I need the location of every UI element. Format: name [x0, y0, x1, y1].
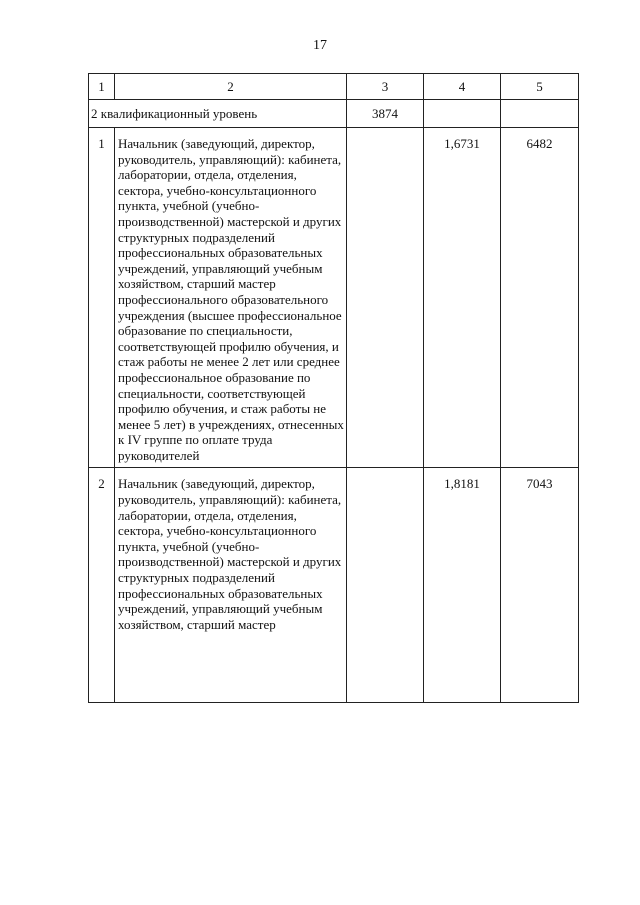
table-row: [89, 128, 579, 468]
empty-cell: [501, 100, 579, 128]
table-row: [89, 468, 579, 703]
increase-coefficient: 1,6731: [424, 128, 501, 468]
page-number: 17: [313, 38, 327, 53]
qualification-level-base-salary: 3874: [347, 100, 424, 128]
column-number-4: 4: [424, 74, 501, 100]
column-number-1: 1: [89, 74, 115, 100]
position-description: Начальник (заведующий, директор, руководитель, управляющий): кабинета, лаборатории, отдела, отделения, сектора, учебно-консультационного пункта, учебной (учебно-производственной) мастерской и других структурных подразделений профессиональных образовательных учреждений, управляющий учебным хозяйством, старший мастер: [115, 468, 347, 703]
column-number-5: 5: [501, 74, 579, 100]
position-description: Начальник (заведующий, директор, руководитель, управляющий): кабинета, лаборатории, отдела, отделения, сектора, учебно-консультационного пункта, учебной (учебно-производственной) мастерской и других структурных подразделений профессиональных образовательных учреждений, управляющий учебным хозяйством, старший мастер профессионального образовательного учреждения (высшее профессиональное образование по специальности, соответствующей профилю обучения, и стаж работы не менее 2 лет или среднее профессиональное образование по специальности, соответствующей профилю обучения, и стаж работы не менее 5 лет) в учреждениях, отнесенных к IV группе по оплате труда руководителей: [115, 128, 347, 468]
empty-cell: [424, 100, 501, 128]
column-number-2: 2: [115, 74, 347, 100]
salary-value: 6482: [501, 128, 579, 468]
empty-cell: [347, 128, 424, 468]
increase-coefficient: 1,8181: [424, 468, 501, 703]
qualification-level-label: 2 квалификационный уровень: [89, 100, 347, 128]
column-number-3: 3: [347, 74, 424, 100]
empty-cell: [347, 468, 424, 703]
salary-table: [88, 73, 579, 703]
table-header-row: [89, 74, 579, 100]
qualification-level-row: [89, 100, 579, 128]
row-number: 1: [89, 128, 115, 468]
row-number: 2: [89, 468, 115, 703]
salary-value: 7043: [501, 468, 579, 703]
